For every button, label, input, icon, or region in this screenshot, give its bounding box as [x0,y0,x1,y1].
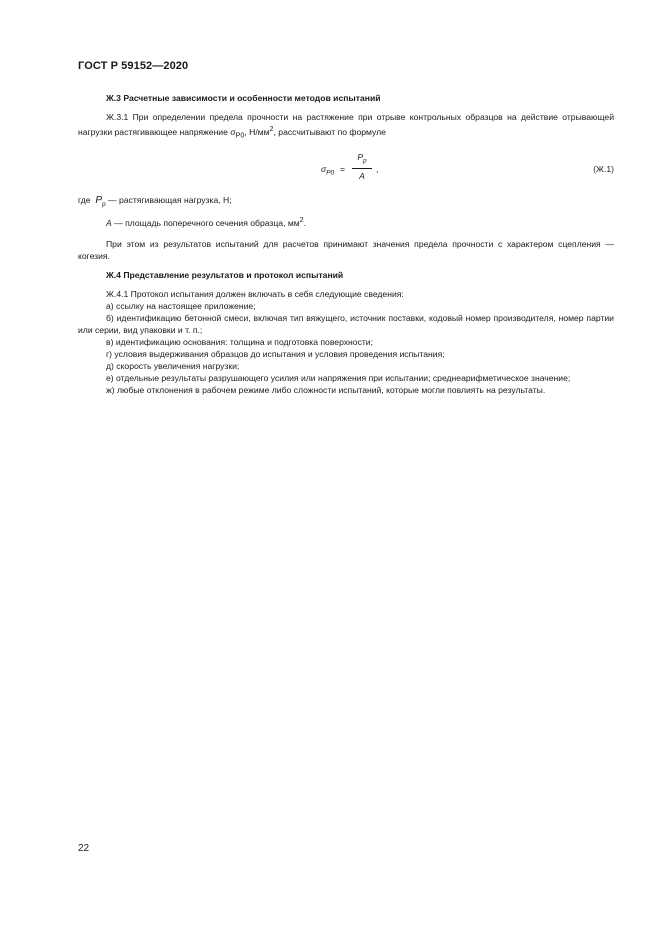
section-j4-heading: Ж.4 Представление результатов и протокол испытаний [106,270,344,281]
section-j3-paragraph-1: Ж.3.1 При определении предела прочности на растяжение при отрыве контрольных образцов на действие отрывающей нагрузки растягивающее напряжение $\sigma_{P0}$, $Н/мм^2$, рассчитывают по формуле [78,112,614,140]
section-j3-heading: Ж.3 Расчетные зависимости и особенности методов испытаний [106,93,381,103]
section-j4-paragraph-1: Ж.4.1 Протокол испытания должен включать в себя следующие сведения: [106,289,404,300]
formula-equals: = [340,163,346,174]
page-content [78,92,614,396]
section-j3-paragraph-2: При этом из результатов испытаний для расчетов принимают значения предела прочности с характером сцепления — когезия. [78,239,614,262]
list-item: г) условия выдерживания образцов до испытания и условия проведения испытания; [106,349,445,360]
formula-lhs: $\sigma_{P0}$ [321,163,335,177]
where-line-1: где $P_p$ — растягивающая нагрузка, Н; [78,194,232,208]
list-item: е) отдельные результаты разрушающего усилия или напряжения при испытании; среднеарифметическое значение; [106,373,571,384]
list-item: в) идентификацию основания: толщина и подготовка поверхности; [106,337,373,348]
list-item: а) ссылку на настоящее приложение; [106,301,256,312]
where-line-2: A — площадь поперечного сечения образца, $мм^2$. [106,215,307,228]
document-code-header: ГОСТ Р 59152—2020 [78,60,189,72]
list-item: б) идентификацию бетонной смеси, включая тип вяжущего, источник поставки, кодовый номер производителя, номер партии или серии, вид упаковки и т. п.; [78,313,614,336]
formula-fraction: $P_p$ A [350,150,374,184]
page-number: 22 [78,843,90,854]
list-item: д) скорость увеличения нагрузки; [106,361,240,372]
formula-number: (Ж.1) [593,163,614,174]
formula-j1: $\sigma_{P0}$ = $P_p$ A , (Ж.1) [321,151,614,182]
list-item: ж) любые отклонения в рабочем режиме либо сложности испытаний, которые могли повлиять на результаты. [106,385,546,396]
